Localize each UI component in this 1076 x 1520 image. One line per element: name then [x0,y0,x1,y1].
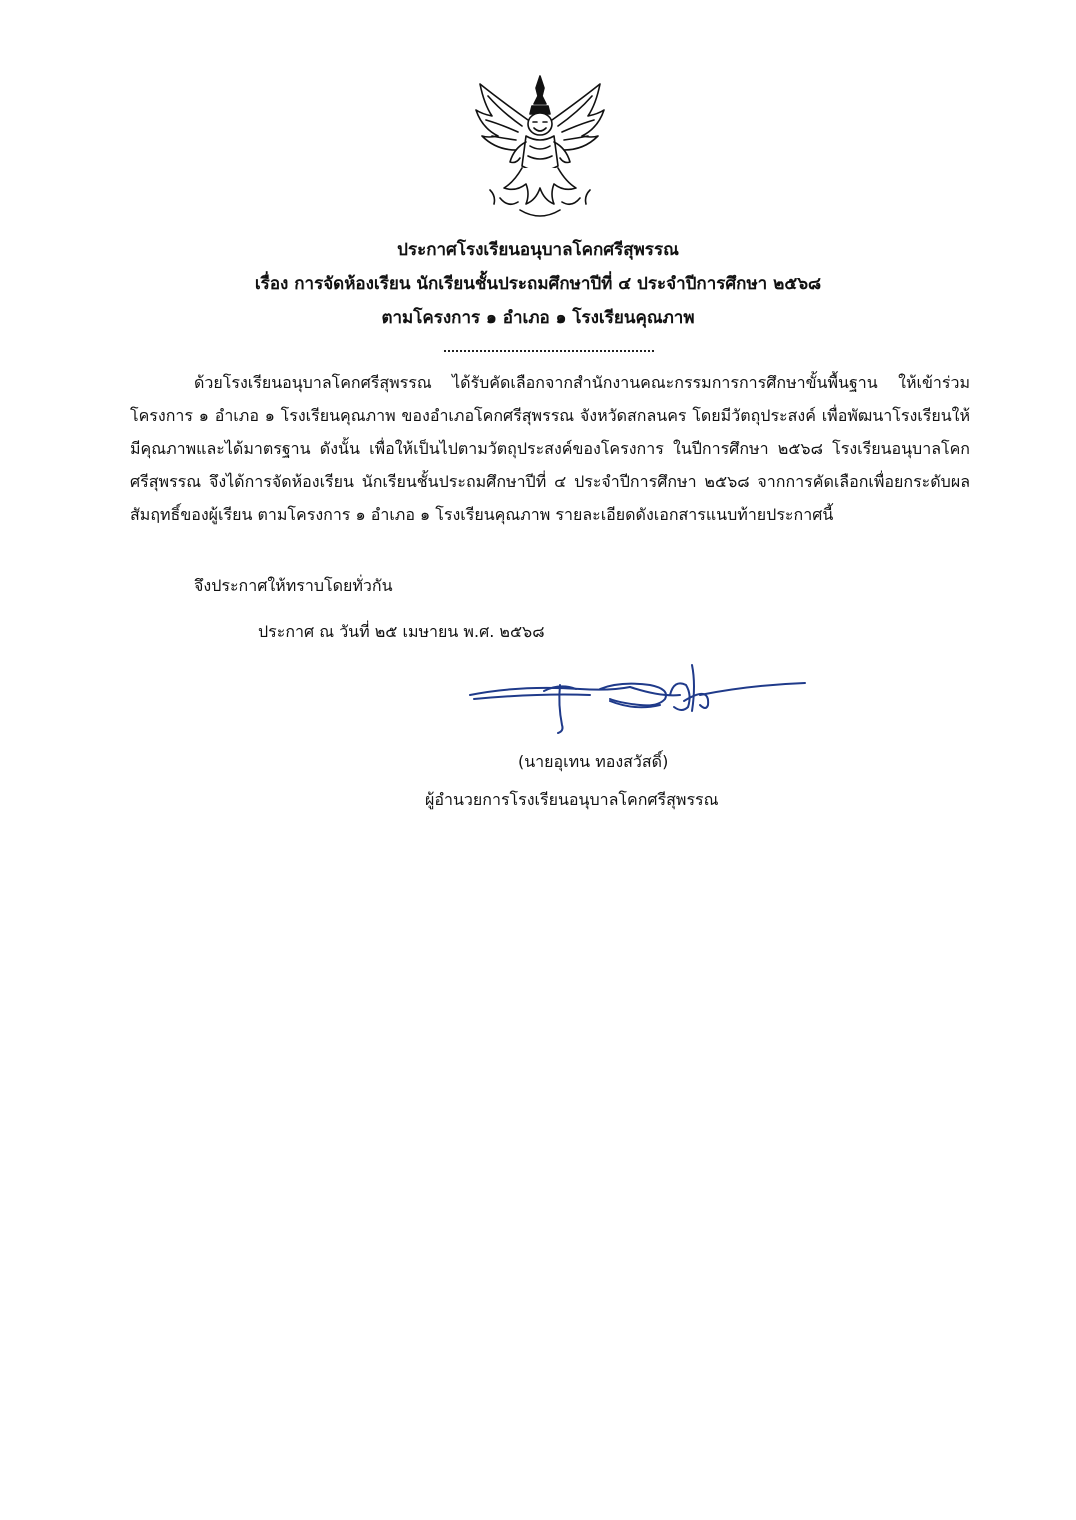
signer-title: ผู้อำนวยการโรงเรียนอนุบาลโคกศรีสุพรรณ [425,790,719,809]
handwritten-signature [460,655,810,735]
announcement-subject: เรื่อง การจัดห้องเรียน นักเรียนชั้นประถมศึกษาปีที่ ๔ ประจำปีการศึกษา ๒๕๖๘ [254,274,822,294]
announcement-title: ประกาศโรงเรียนอนุบาลโคกศรีสุพรรณ [397,240,679,260]
announcement-project: ตามโครงการ ๑ อำเภอ ๑ โรงเรียนคุณภาพ [381,308,695,328]
announcement-body-paragraph: ด้วยโรงเรียนอนุบาลโคกศรีสุพรรณ ได้รับคัดเลือกจากสำนักงานคณะกรรมการการศึกษาขั้นพื้นฐาน ให้เข้าร่วมโครงการ ๑ อำเภอ ๑ โรงเรียนคุณภาพ ของอำเภอโคกศรีสุพรรณ จังหวัดสกลนคร โดยมีวัตถุประสงค์ เพื่อพัฒนาโรงเรียนให้มีคุณภาพและได้มาตรฐาน ดังนั้น เพื่อให้เป็นไปตามวัตถุประสงค์ของโครงการ ในปีการศึกษา ๒๕๖๘ โรงเรียนอนุบาลโคกศรีสุพรรณ จึงได้การจัดห้องเรียน นักเรียนชั้นประถมศึกษาปีที่ ๔ ประจำปีการศึกษา ๒๕๖๘ จากการคัดเลือกเพื่อยกระดับผลสัมฤทธิ์ของผู้เรียน ตามโครงการ ๑ อำเภอ ๑ โรงเรียนคุณภาพ รายละเอียดดังเอกสารแนบท้ายประกาศนี้ [130,373,970,524]
signer-name: (นายอุเทน ทองสวัสดิ์) [518,752,669,771]
title-separator [444,350,654,352]
closing-statement: จึงประกาศให้ทราบโดยทั่วกัน [194,576,393,595]
announcement-date: ประกาศ ณ วันที่ ๒๕ เมษายน พ.ศ. ๒๕๖๘ [258,622,545,641]
garuda-emblem-icon [470,70,610,225]
